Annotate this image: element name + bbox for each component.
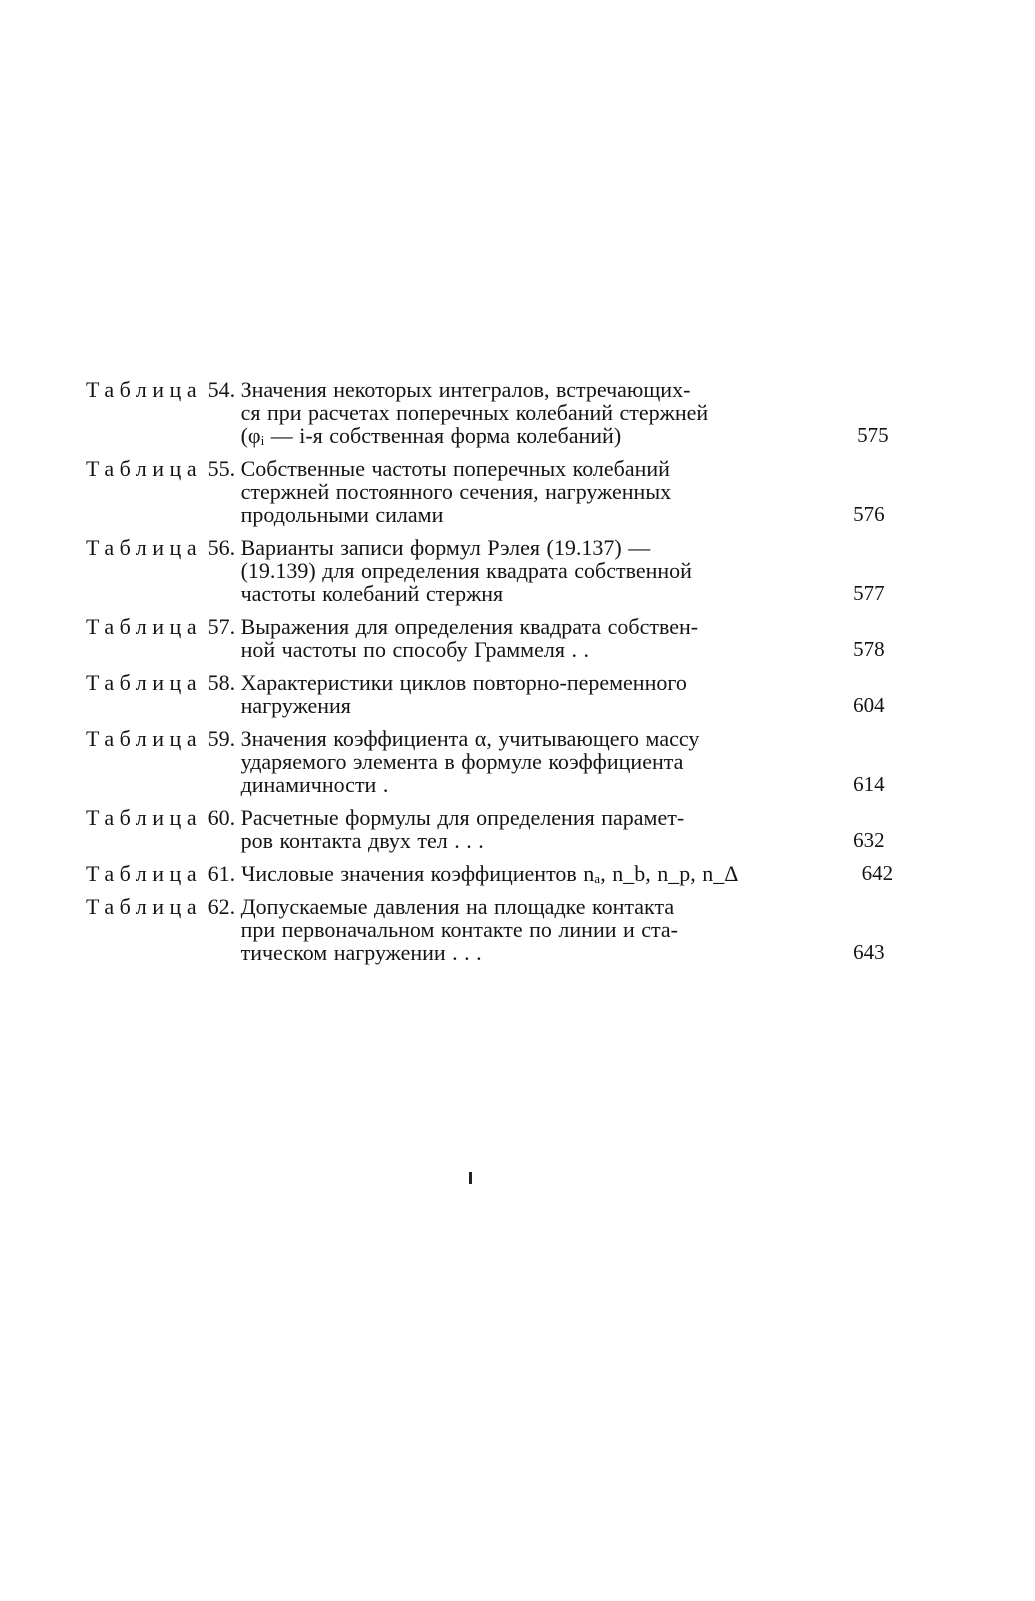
- entry-title: Характеристики циклов повторно-переменного нагружения: [240, 670, 687, 718]
- entry-title: Варианты записи формул Рэлея (19.137) — (19.139) для определения квадрата собственной частоты колебаний стержня: [240, 535, 692, 606]
- entry-label: Таблица 56.: [86, 535, 236, 560]
- entry-label: Таблица 57.: [86, 614, 236, 639]
- entry-label: Таблица 62.: [86, 894, 236, 919]
- entry-label: Таблица 60.: [86, 805, 236, 830]
- entry-title: Допускаемые давления на площадке контакта при первоначальном контакте по линии и ста- тическом нагружении . . .: [240, 894, 679, 965]
- page-number: 578: [853, 637, 885, 661]
- page-number: 642: [861, 861, 894, 885]
- toc-entry-table-62[interactable]: [86, 895, 946, 964]
- entry-label: Таблица 61.: [86, 861, 236, 886]
- entry-title: Числовые значения коэффициентов nₐ, n_b, n_p, n_Δ: [241, 861, 739, 886]
- entry-title: Значения некоторых интегралов, встречающих- ся при расчетах поперечных колебаний стержней (φᵢ — i-я собственная форма колебаний): [240, 377, 709, 448]
- entry-label: Таблица 59.: [86, 726, 236, 751]
- entry-title: Собственные частоты поперечных колебаний стержней постоянного сечения, нагруженных продольными силами: [240, 456, 672, 527]
- table-of-tables: [86, 378, 946, 974]
- entry-label: Таблица 58.: [86, 670, 236, 695]
- page-number: 575: [857, 423, 889, 447]
- page-number: 643: [853, 940, 885, 964]
- entry-title: Выражения для определения квадрата собствен- ной частоты по способу Граммеля . .: [240, 614, 699, 662]
- toc-entry-table-55[interactable]: [86, 457, 946, 526]
- entry-title: Значения коэффициента α, учитывающего массу ударяемого элемента в формуле коэффициента динамичности .: [240, 726, 700, 797]
- toc-entry-table-61[interactable]: [86, 862, 946, 885]
- toc-entry-table-57[interactable]: [86, 615, 946, 661]
- print-mark: [469, 1172, 472, 1184]
- page-number: 604: [853, 693, 885, 717]
- toc-entry-table-58[interactable]: [86, 671, 946, 717]
- entry-label: Таблица 55.: [86, 456, 236, 481]
- page-number: 576: [853, 502, 885, 526]
- toc-entry-table-54[interactable]: [86, 378, 946, 447]
- entry-label: Таблица 54.: [86, 377, 236, 402]
- page-number: 632: [853, 828, 885, 852]
- toc-entry-table-56[interactable]: [86, 536, 946, 605]
- entry-title: Расчетные формулы для определения парамет- ров контакта двух тел . . .: [240, 805, 685, 853]
- page-number: 614: [853, 772, 885, 796]
- toc-entry-table-60[interactable]: [86, 806, 946, 852]
- page-number: 577: [853, 581, 885, 605]
- toc-entry-table-59[interactable]: [86, 727, 946, 796]
